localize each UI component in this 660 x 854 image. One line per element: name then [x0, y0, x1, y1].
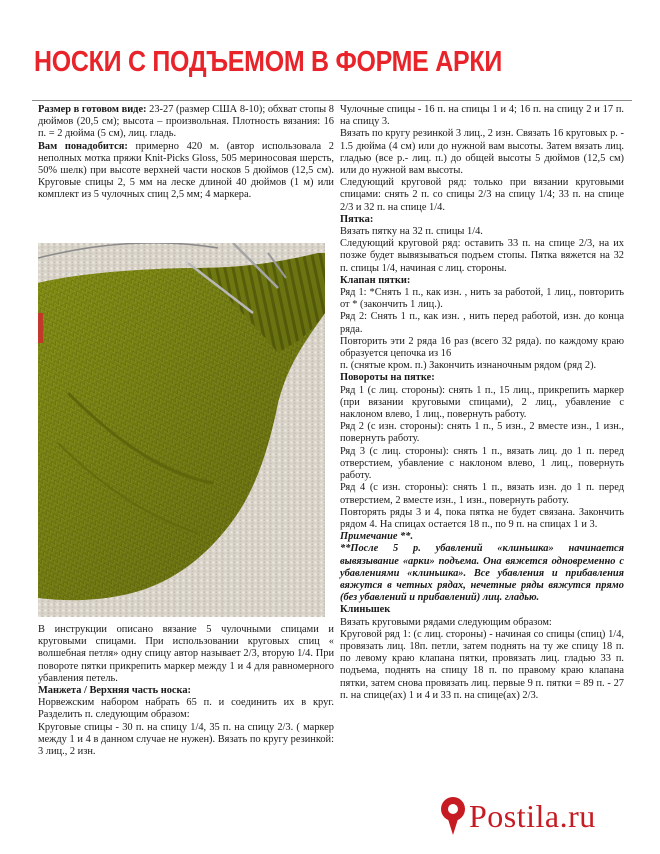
heel-paragraph-1: Вязать пятку на 32 п. спицы 1/4.: [340, 226, 483, 238]
flap-row-2: Ряд 2: Снять 1 п., как изн. , нить перед работой, изн. до конца ряда.: [340, 311, 624, 335]
turn-row-2: Ряд 2 (с изн. стороны): снять 1 п., 5 изн., 2 вместе изн., 1 изн., повернуть работу.: [340, 421, 624, 445]
flap-end: п. (снятые кром. п.) Закончить изнаночным рядом (ряд 2).: [340, 360, 597, 372]
size-text: 23-27 (размер США 8-10); обхват стопы 8 дюймов (20,5 см); высота – произвольная. Плотность вязания: 16 п. = 2 дюйма (5 см), лиц. гладь.: [38, 104, 334, 140]
size-label: Размер в готовом виде:: [38, 104, 147, 115]
gusset-round-1: Круговой ряд 1: (с лиц. стороны) - начиная со спицы (спиц) 1/4, провязать лиц. 18п. петли, затем поднять на ту же спицу 18 п. по левому краю клапана пятки, провязать лиц. гладью 33 п. подъема, поднять на спицу 18 п. по правому краю клапана пятки, затем снова провязать лиц. первые 9 п. пятки = 89 п. - 27 п. на спице(ах) 1 и 4 и 33 п. на спице(ах) 2/3.: [340, 628, 624, 701]
postila-pin-icon: [438, 795, 468, 835]
logo-text: Postila.ru: [469, 798, 596, 834]
rib-paragraph: Вязать по кругу резинкой 3 лиц., 2 изн. Связать 16 круговых р. - 1.5 дюйма (4 см) или до нужной вам высоты. Затем вязать лиц. гладью (все р.- лиц. п.) до общей высоты 5 дюймов (12,5 см) или до нужной вам высоты.: [340, 128, 624, 177]
title-divider: [32, 100, 632, 101]
turn-row-3: Ряд 3 (с лиц. стороны): снять 1 п., вязать лиц. до 1 п. перед отверстием, убавление с наклоном влево, 1 лиц., повернуть работу.: [340, 445, 624, 482]
heel-flap-heading: Клапан пятки:: [340, 274, 411, 286]
page-title: НОСКИ С ПОДЪЕМОМ В ФОРМЕ АРКИ: [34, 46, 502, 78]
heel-turn-heading: Повороты на пятке:: [340, 372, 435, 384]
dpn-paragraph: Чулочные спицы - 16 п. на спицы 1 и 4; 16 п. на спицу 2 и 17 п. на спицу 3.: [340, 104, 624, 128]
size-paragraph: [38, 104, 334, 141]
flap-repeat: Повторить эти 2 ряда 16 раз (всего 32 ряда). по каждому краю образуется цепочка из 16: [340, 335, 624, 360]
intro-paragraph: В инструкции описано вязание 5 чулочными спицами и круговыми спицами. При использовании круговых спиц « волшебная петля» одну спицу автор называет 2/3, вторую 1/4. При повороте пятки прикрепить маркер между 1 и 4 для равномерного убавления петель.: [38, 624, 334, 684]
left-column-bottom: [38, 624, 334, 758]
turn-row-1: Ряд 1 (с лиц. стороны): снять 1 п., 15 лиц., прикрепить маркер (при вязании круговыми спицами), 2 лиц., убавление с наклоном влево, 1 лиц., повернуть работу.: [340, 384, 624, 421]
heel-heading: Пятка:: [340, 213, 374, 225]
sock-photo: [38, 243, 325, 617]
gusset-heading: Клиньшек: [340, 604, 391, 616]
turn-repeat: Повторять ряды 3 и 4, пока пятка не будет связана. Закончить рядом 4. На спицах остается 18 п., по 9 п. на спицах 1 и 3.: [340, 506, 624, 530]
turn-row-4: Ряд 4 (с изн. стороны): снять 1 п., вязать изн. до 1 п. перед отверстием, 2 вместе изн., 1 изн., повернуть работу.: [340, 482, 624, 506]
heel-paragraph-2: Следующий круговой ряд: оставить 33 п. на спице 2/3, на их позже будет вывязываться подъем стопы. Пятка вяжется на 32 п. спицы 1/4, начиная с лиц. стороны.: [340, 238, 624, 274]
left-column-top: [38, 104, 334, 202]
materials-paragraph: [38, 141, 334, 202]
cuff-cast-on: Норвежским набором набрать 65 п. и соединить их в круг. Разделить п. следующим образом:: [38, 697, 334, 721]
note-heading: Примечание **.: [340, 531, 414, 543]
flap-row-1: Ряд 1: *Снять 1 п., как изн. , нить за работой, 1 лиц., повторить от * (закончить 1 лиц.).: [340, 287, 624, 311]
cuff-heading: Манжета / Верхняя часть носка:: [38, 685, 191, 697]
right-column: [340, 104, 624, 702]
next-round-paragraph: Следующий круговой ряд: только при вязании круговыми спицами: снять 2 п. со спицы 2/3 на спицу 1/4; 33 п. на спице 2/3 и 32 п. на спице 1/4.: [340, 177, 624, 213]
cuff-division: Круговые спицы - 30 п. на спицу 1/4, 35 п. на спицу 2/3. ( маркер между 1 и 4 в данном случае не нужен). Вязать по кругу резинкой: 3 лиц., 2 изн.: [38, 721, 334, 758]
materials-label: Вам понадобится:: [38, 140, 128, 152]
postila-logo[interactable]: [438, 793, 644, 843]
note-text: **После 5 р. убавлений «клиньшка» начинается вывязывание «арки» подъема. Она вяжется одновременно с убавлениями «клиньшка». Все убавления и прибавления вяжутся в четных рядах, нечетные ряды вяжутся прямо (без убавлений и прибавлений) лиц. гладью.: [340, 543, 624, 604]
gusset-intro: Вязать круговыми рядами следующим образом:: [340, 616, 552, 628]
materials-text: примерно 420 м. (автор использовала 2 неполных мотка пряжи Knit-Picks Gloss, 505 мериносовая шерсть, 50% шелк) при высоте верхней части носков 5 дюймов (12,5 см). Круговые спицы 2, 5 мм на леске длиной 40 дюймов (1 м) или комплект из 5 чулочных спиц 2,5 мм; 4 маркера.: [38, 140, 334, 201]
